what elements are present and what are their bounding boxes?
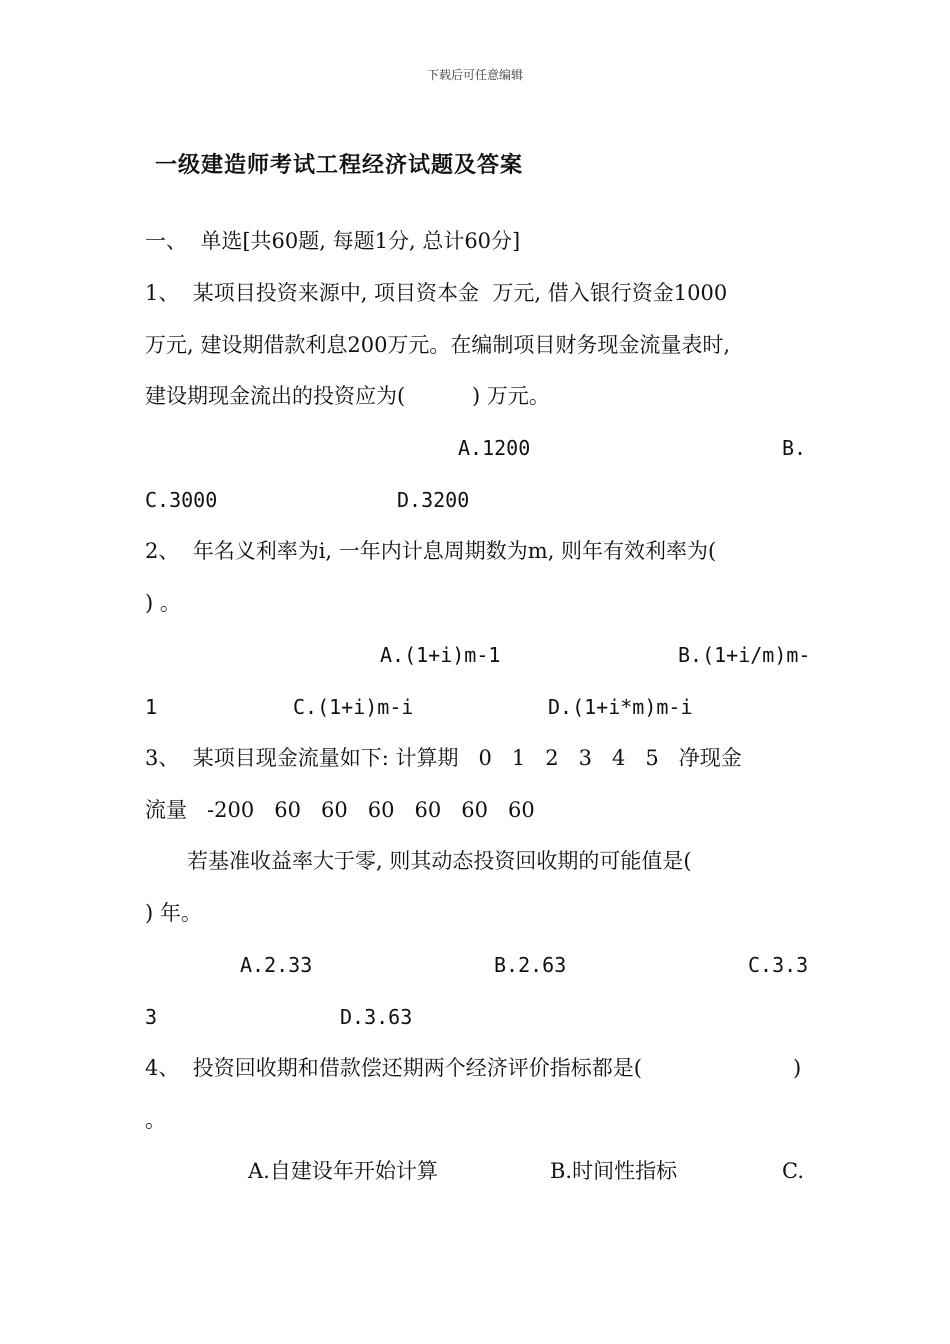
- q4-option-c: C.: [782, 1159, 804, 1183]
- q3-option-c-continued: 3: [145, 1005, 158, 1029]
- q2-option-b-continued: 1: [145, 695, 158, 719]
- q3-option-c: C.3.3: [748, 953, 809, 977]
- section-heading: 一、 单选[共60题, 每题1分, 总计60分]: [145, 229, 521, 253]
- q3-line-2: 流量 -200 60 60 60 60 60 60: [145, 798, 535, 822]
- q3-option-d: D.3.63: [340, 1005, 413, 1029]
- q4-option-a: A.自建设年开始计算: [248, 1159, 438, 1183]
- q2-option-c: C.(1+i)m-i: [293, 695, 414, 719]
- q2-line-1: 2、 年名义利率为i, 一年内计息周期数为m, 则年有效利率为(: [145, 539, 717, 563]
- q1-line-1: 1、 某项目投资来源中, 项目资本金 万元, 借入银行资金1000: [145, 281, 728, 305]
- q4-line-2: 。: [145, 1108, 166, 1132]
- q2-line-2: ) 。: [145, 591, 181, 615]
- q3-line-3: 若基准收益率大于零, 则其动态投资回收期的可能值是(: [187, 849, 692, 873]
- q1-line-2: 万元, 建设期借款利息200万元。在编制项目财务现金流量表时,: [145, 333, 731, 357]
- q2-option-a: A.(1+i)m-1: [380, 643, 501, 667]
- q3-option-b: B.2.63: [494, 953, 567, 977]
- document-title: 一级建造师考试工程经济试题及答案: [155, 153, 524, 178]
- q3-line-1: 3、 某项目现金流量如下: 计算期 0 1 2 3 4 5 净现金: [145, 746, 742, 770]
- q3-line-4: ) 年。: [145, 901, 202, 925]
- q1-option-a: A.1200: [458, 436, 531, 460]
- q1-line-3: 建设期现金流出的投资应为( ) 万元。: [145, 384, 550, 408]
- q3-option-a: A.2.33: [240, 953, 313, 977]
- q1-option-c: C.3000: [145, 488, 218, 512]
- q2-option-b: B.(1+i/m)m-: [678, 643, 811, 667]
- q1-option-b: B.: [782, 436, 807, 460]
- q1-option-d: D.3200: [397, 488, 470, 512]
- q4-line-1: 4、 投资回收期和借款偿还期两个经济评价指标都是(: [145, 1056, 642, 1080]
- q4-line-1-bracket: ): [793, 1056, 802, 1080]
- q2-option-d: D.(1+i*m)m-i: [548, 695, 693, 719]
- q4-option-b: B.时间性指标: [550, 1159, 678, 1183]
- page-header: 下载后可任意编辑: [426, 68, 523, 82]
